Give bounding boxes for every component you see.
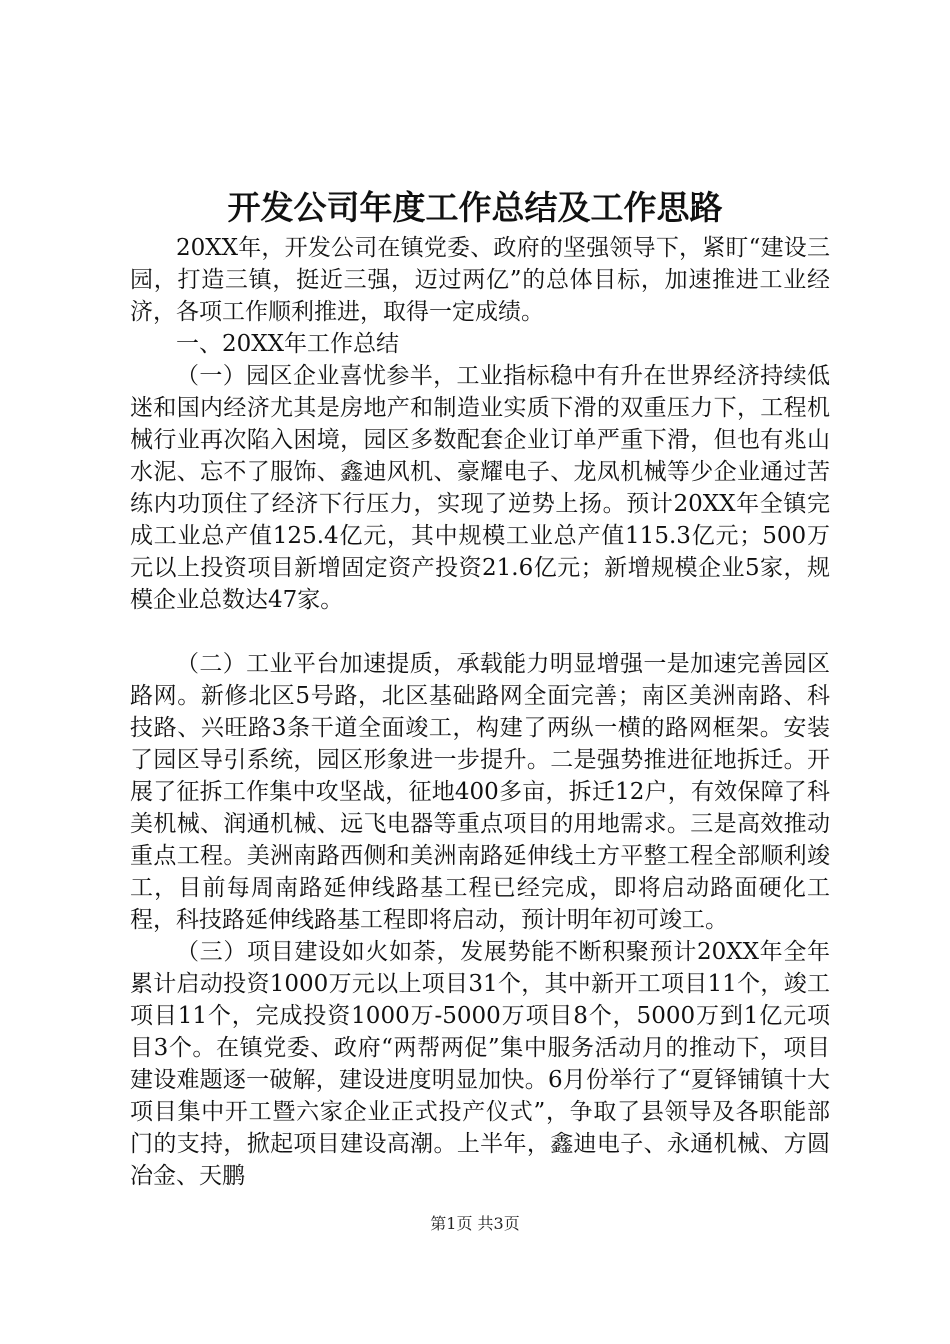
section-heading: 一、20XX年工作总结 [176, 331, 400, 357]
document-body [130, 232, 830, 1192]
paragraph-spacer [130, 616, 830, 648]
intro-paragraph: 20XX年，开发公司在镇党委、政府的坚强领导下，紧盯“建设三园，打造三镇，挺近三强，迈过两亿”的总体目标，加速推进工业经济，各项工作顺利推进，取得一定成绩。 [130, 235, 830, 325]
paragraph-part-1: （一）园区企业喜忧参半，工业指标稳中有升在世界经济持续低迷和国内经济尤其是房地产和制造业实质下滑的双重压力下，工程机械行业再次陷入困境，园区多数配套企业订单严重下滑，但也有兆山水泥、忘不了服饰、鑫迪风机、豪耀电子、龙凤机械等少企业通过苦练内功顶住了经济下行压力，实现了逆势上扬。预计20XX年全镇完成工业总产值125.4亿元，其中规模工业总产值115.3亿元；500万元以上投资项目新增固定资产投资21.6亿元；新增规模企业5家，规模企业总数达47家。 [130, 363, 830, 613]
paragraph-part-2: （二）工业平台加速提质，承载能力明显增强一是加速完善园区路网。新修北区5号路，北区基础路网全面完善；南区美洲南路、科技路、兴旺路3条干道全面竣工，构建了两纵一横的路网框架。安装了园区导引系统，园区形象进一步提升。二是强势推进征地拆迁。开展了征拆工作集中攻坚战，征地400多亩，拆迁12户，有效保障了科美机械、润通机械、远飞电器等重点项目的用地需求。三是高效推动重点工程。美洲南路西侧和美洲南路延伸线土方平整工程全部顺利竣工，目前每周南路延伸线路基工程已经完成，即将启动路面硬化工程，科技路延伸线路基工程即将启动，预计明年初可竣工。 [130, 651, 830, 933]
document-title: 开发公司年度工作总结及工作思路 [227, 188, 723, 227]
paragraph-part-3: （三）项目建设如火如荼，发展势能不断积聚预计20XX年全年累计启动投资1000万元以上项目31个，其中新开工项目11个，竣工项目11个，完成投资1000万-5000万项目8个，5000万到1亿元项目3个。在镇党委、政府“两帮两促”集中服务活动月的推动下，项目建设难题逐一破解，建设进度明显加快。6月份举行了“夏铎铺镇十大项目集中开工暨六家企业正式投产仪式”，争取了县领导及各职能部门的支持，掀起项目建设高潮。上半年，鑫迪电子、永通机械、方圆冶金、天鹏 [130, 939, 830, 1189]
page-footer: 第1页 共3页 [430, 1214, 520, 1233]
